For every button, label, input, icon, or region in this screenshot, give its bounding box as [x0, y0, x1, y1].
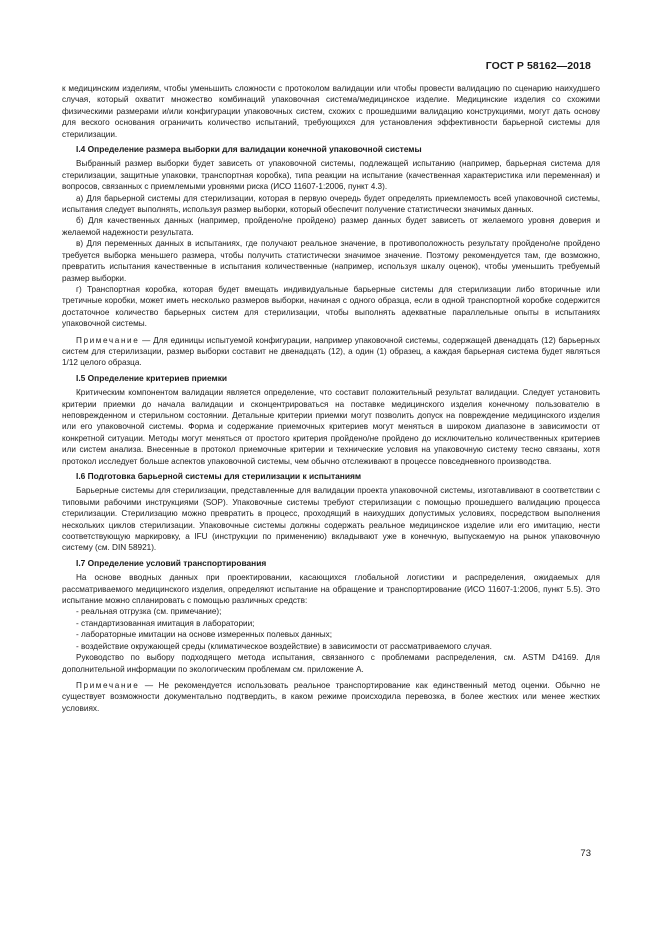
note-text: — Для единицы испытуемой конфигурации, например упаковочной системы, содержащей двенадцать (12) барьерных систем для стерилизации, размер выборки составит не двенадцать (12), а один (1) образец, а каждая барьерная система будет являться 1/12 целого образца.: [62, 335, 600, 368]
section-i6-paragraph: Барьерные системы для стерилизации, представленные для валидации проекта упаковочной системы, изготавливают в соответствии с типовыми рабочими инструкциями (SOP). Упаковочные системы требуют стерилизации с помощью прошедшего валидацию процесса стерилизации. Стерилизацию можно превратить в процесс, проходящий в наихудших допустимых условиях, посредством выполнения нескольких циклов стерилизации. Упаковочные системы должны содержать реальное медицинское изделие или его имитацию, нести соответствующую маркировку, а IFU (инструкции по применению) вкладывают уже в конечную, выпускаемую на рынок упаковочную систему (см. DIN 58921).: [62, 486, 600, 553]
section-i7-note: [62, 680, 600, 714]
section-i4-item-c: в) Для переменных данных в испытаниях, где получают реальное значение, в противоположность результату пройдено/не пройдено требуется выборка меньшего размера, чтобы получить статистически значимое значение. Поэтому рекомендуется там, где возможно, превратить испытания качественные в испытания количественные (например, используя шкалу оценок), чтобы уменьшить требуемый размер выборки.: [62, 239, 600, 283]
note-label: Примечание: [76, 335, 140, 345]
section-i4-item-d: г) Транспортная коробка, которая будет вмещать индивидуальные барьерные системы для стерилизации либо вторичные или третичные коробки, может иметь несколько размеров выборки, начиная с одного образца, если в одной транспортной коробке содержится достаточное количество барьерных систем для стерилизации, чтобы выполнять адекватные параллельные опыты в испытаниях упаковочной системы.: [62, 284, 600, 329]
section-heading-i7: I.7 Определение условий транспортирования: [76, 557, 267, 568]
document-body: [62, 83, 600, 718]
section-i7-paragraph: На основе вводных данных при проектировании, касающихся глобальной логистики и распределения, ожидаемых для рассматриваемого медицинского изделия, определяют испытание на обращение и транспортирование (ИСО 11607-1:2006, пункт 5.5). Это испытание можно спланировать с помощью различных средств:: [62, 573, 600, 606]
note-label: Примечание: [76, 680, 140, 690]
document-header: ГОСТ Р 58162—2018: [485, 60, 591, 72]
list-item: - воздействие окружающей среды (климатическое воздействие) в зависимости от рассматриваемого случая.: [76, 641, 492, 651]
section-i4-paragraph: Выбранный размер выборки будет зависеть от упаковочной системы, подлежащей испытанию (например, барьерная система для стерилизации, защитные упаковки, транспортная коробка), типа реакции на испытание (качественная характеристика или переменная) и вопросов, связанных с приемлемыми уровнями риска (ИСО 11607-1:2006, пункт 4.3).: [62, 159, 600, 192]
note-text: — Не рекомендуется использовать реальное транспортирование как единственный метод оценки. Обычно не существует возможности документально подтвердить, в каком режиме происходила перевозка, в более жестких или менее жестких условиях.: [62, 680, 600, 713]
section-i4-item-b: б) Для качественных данных (например, пройдено/не пройдено) размер данных будет зависеть от желаемого уровня доверия и желаемой надежности результата.: [62, 216, 600, 237]
list-item: - стандартизованная имитация в лаборатории;: [76, 618, 255, 628]
transport-methods-list: [62, 606, 600, 652]
section-heading-i5: I.5 Определение критериев приемки: [76, 372, 228, 383]
section-i4-item-a: а) Для барьерной системы для стерилизации, которая в первую очередь будет определять приемлемость всей упаковочной системы, испытания следует выполнять, используя размер выборки, который обеспечит получение статистически значимых данных.: [62, 193, 600, 215]
list-item: - реальная отгрузка (см. примечание);: [76, 607, 222, 617]
section-i5-paragraph: Критическим компонентом валидации является определение, что составит положительный результат валидации. Следует установить критерии приемки до начала валидации и сконцентрироваться на поставке медицинского изделия конечному пользователю в неповрежденном и стерильном состоянии. Детальные критерии приемки могут позволить допуск на повреждение медицинского изделия или его упаковочной системы. Форма и содержание приемочных критериев могут меняться в широком диапазоне в зависимости от конкретной ситуации. Методы могут меняться от простого критерия пройдено/не пройдено до исключительно количественных критериев или систем анализа. Внесенные в протокол приемочные критерии и технические условия на упаковочную систему тесно связаны, хотя протокол исследует больше аспектов упаковочной системы, чем обычно отслеживают в процессе повседневного производства.: [62, 388, 600, 466]
section-i4-note: [62, 335, 600, 369]
section-heading-i6: I.6 Подготовка барьерной системы для стерилизации к испытаниям: [76, 471, 362, 481]
intro-paragraph: к медицинским изделиям, чтобы уменьшить сложности с протоколом валидации или чтобы провести валидацию по сценарию наихудшего случая, который охватит множество комбинаций упаковочная система/медицинское изделие. Медицинские изделия со схожими физическими размерами и/или конфигурации упаковочных систем, схожих с прошедшими валидацию конструкциями, могут дать основу для веского основания ограничить количество испытаний, требующихся для установления эффективности барьерной системы для стерилизации.: [62, 84, 600, 139]
page-number: 73: [580, 848, 591, 859]
section-i7-paragraph-2: Руководство по выбору подходящего метода испытания, связанного с проблемами распределения, см. ASTM D4169. Для дополнительной информации по экологическим проблемам см. приложение А.: [62, 653, 600, 674]
list-item: - лабораторные имитации на основе измеренных полевых данных;: [76, 630, 333, 640]
section-heading-i4: I.4 Определение размера выборки для валидации конечной упаковочной системы: [76, 144, 422, 155]
